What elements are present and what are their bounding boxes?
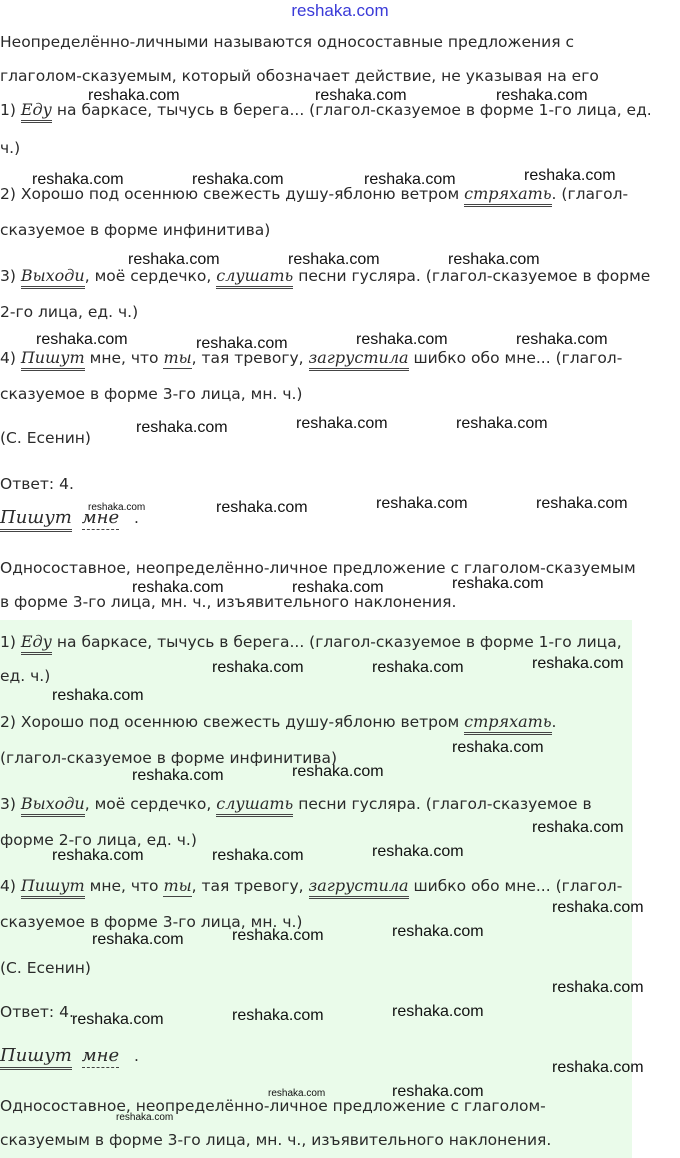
diagram-object: мне <box>81 507 120 528</box>
diagram-object: мне <box>81 1045 120 1066</box>
predicate-word: Еду <box>21 100 52 123</box>
g-sentence-diagram <box>0 1046 139 1066</box>
watermark-small: reshaka.com <box>268 1088 326 1099</box>
watermark: reshaka.com <box>136 419 228 436</box>
answer: Ответ: 4. <box>0 475 74 493</box>
g-sentence-2-cont: (глагол-сказуемое в форме инфинитива) <box>0 749 338 767</box>
watermark: reshaka.com <box>372 843 464 860</box>
watermark: reshaka.com <box>52 687 144 704</box>
sentence-text: Хорошо под осеннюю свежесть душу-яблоню ветром <box>20 713 465 731</box>
sentence-number: 1) <box>0 101 21 119</box>
sentence-number: 3) <box>0 267 21 285</box>
g-sentence-2 <box>0 712 556 732</box>
g-conclusion-line-2: сказуемым в форме 3-го лица, мн. ч., изъявительного наклонения. <box>0 1131 552 1149</box>
watermark: reshaka.com <box>88 87 180 104</box>
watermark: reshaka.com <box>32 171 124 188</box>
watermark: reshaka.com <box>292 579 384 596</box>
predicate-word: слушать <box>216 266 293 289</box>
sentence-text: песни гусляра. (глагол-сказуемое в форме <box>293 267 651 285</box>
g-sentence-3-cont: форме 2-го лица, ед. ч.) <box>0 831 197 849</box>
watermark-small: reshaka.com <box>116 1112 174 1123</box>
sentence-3 <box>0 266 650 286</box>
predicate-word: загрустила <box>309 876 409 899</box>
sentence-1-cont: ч.) <box>0 139 21 157</box>
predicate-word: Пишут <box>21 348 85 371</box>
sentence-text: , тая тревогу, <box>191 877 309 895</box>
sentence-text: , тая тревогу, <box>191 349 309 367</box>
watermark: reshaka.com <box>315 87 407 104</box>
watermark: reshaka.com <box>532 655 624 672</box>
subject-word: ты <box>163 876 192 895</box>
watermark: reshaka.com <box>192 171 284 188</box>
watermark: reshaka.com <box>132 579 224 596</box>
sentence-number: 2) <box>0 713 21 731</box>
g-sentence-4-cont: сказуемое в форме 3-го лица, мн. ч.) <box>0 913 303 931</box>
watermark: reshaka.com <box>392 923 484 940</box>
watermark-small: reshaka.com <box>88 502 146 513</box>
site-title[interactable]: reshaka.com <box>291 1 389 20</box>
watermark: reshaka.com <box>232 1007 324 1024</box>
g-sentence-1 <box>0 632 622 652</box>
watermark: reshaka.com <box>524 167 616 184</box>
predicate-word: Выходи <box>21 266 85 289</box>
watermark: reshaka.com <box>376 495 468 512</box>
watermark: reshaka.com <box>392 1003 484 1020</box>
watermark: reshaka.com <box>132 767 224 784</box>
diagram-end: . <box>133 509 139 527</box>
watermark: reshaka.com <box>92 931 184 948</box>
watermark: reshaka.com <box>36 331 128 348</box>
sentence-text: , моё сердечко, <box>84 267 217 285</box>
predicate-word: стряхать <box>464 184 551 207</box>
predicate-word: Пишут <box>21 876 85 899</box>
watermark: reshaka.com <box>516 331 608 348</box>
watermark: reshaka.com <box>72 1011 164 1028</box>
sentence-2-cont: сказуемое в форме инфинитива) <box>0 221 271 239</box>
watermark: reshaka.com <box>372 659 464 676</box>
diagram-predicate: Пишут <box>0 1045 72 1070</box>
g-conclusion-line-1: Односоставное, неопределённо-личное предложение с глаголом- <box>0 1097 546 1115</box>
watermark: reshaka.com <box>292 763 384 780</box>
watermark: reshaka.com <box>392 1083 484 1100</box>
sentence-text: мне, что <box>84 877 164 895</box>
watermark: reshaka.com <box>448 251 540 268</box>
g-sentence-1-cont: ед. ч.) <box>0 667 51 685</box>
g-sentence-3 <box>0 794 592 814</box>
watermark: reshaka.com <box>296 415 388 432</box>
watermark: reshaka.com <box>128 251 220 268</box>
watermark: reshaka.com <box>456 415 548 432</box>
watermark: reshaka.com <box>52 847 144 864</box>
watermark: reshaka.com <box>364 171 456 188</box>
sentence-number: 2) <box>0 185 21 203</box>
sentence-3-cont: 2-го лица, ед. ч.) <box>0 303 139 321</box>
sentence-text: . <box>551 713 557 731</box>
conclusion-line-1: Односоставное, неопределённо-личное предложение с глаголом-сказуемым <box>0 559 636 577</box>
watermark: reshaka.com <box>536 495 628 512</box>
watermark: reshaka.com <box>532 819 624 836</box>
sentence-4-cont: сказуемое в форме 3-го лица, мн. ч.) <box>0 385 303 403</box>
diagram-end: . <box>133 1047 139 1065</box>
watermark: reshaka.com <box>232 927 324 944</box>
intro-line-1: Неопределённо-личными называются односоставные предложения с <box>0 33 574 51</box>
diagram-predicate: Пишут <box>0 507 72 532</box>
watermark: reshaka.com <box>212 847 304 864</box>
predicate-word: Выходи <box>21 794 85 817</box>
intro-line-2: глаголом-сказуемым, который обозначает действие, не указывая на его <box>0 67 599 85</box>
sentence-text: песни гусляра. (глагол-сказуемое в <box>293 795 592 813</box>
watermark: reshaka.com <box>452 575 544 592</box>
watermark: reshaka.com <box>356 331 448 348</box>
watermark: reshaka.com <box>552 979 644 996</box>
sentence-text: . (глагол- <box>551 185 629 203</box>
predicate-word: стряхать <box>464 712 551 735</box>
watermark: reshaka.com <box>212 659 304 676</box>
watermark: reshaka.com <box>216 499 308 516</box>
sentence-number: 4) <box>0 349 21 367</box>
g-answer: Ответ: 4. <box>0 1003 74 1021</box>
sentence-number: 1) <box>0 633 21 651</box>
watermark: reshaka.com <box>552 1059 644 1076</box>
sentence-number: 4) <box>0 877 21 895</box>
sentence-4 <box>0 348 622 368</box>
sentence-number: 3) <box>0 795 21 813</box>
g-author: (С. Есенин) <box>0 959 91 977</box>
predicate-word: загрустила <box>309 348 409 371</box>
author: (С. Есенин) <box>0 429 91 447</box>
sentence-text: Хорошо под осеннюю свежесть душу-яблоню ветром <box>20 185 465 203</box>
sentence-text: шибко обо мне... (глагол- <box>408 877 623 895</box>
sentence-text: , моё сердечко, <box>84 795 217 813</box>
watermark: reshaka.com <box>288 251 380 268</box>
sentence-text: на баркасе, тычусь в берега... (глагол-сказуемое в форме 1-го лица, ед. <box>51 101 652 119</box>
sentence-text: мне, что <box>84 349 164 367</box>
predicate-word: слушать <box>216 794 293 817</box>
watermark: reshaka.com <box>552 899 644 916</box>
sentence-text: шибко обо мне... (глагол- <box>408 349 623 367</box>
predicate-word: Еду <box>21 632 52 655</box>
conclusion-line-2: в форме 3-го лица, мн. ч., изъявительного наклонения. <box>0 593 457 611</box>
watermark: reshaka.com <box>496 87 588 104</box>
g-sentence-4 <box>0 876 622 896</box>
watermark: reshaka.com <box>196 335 288 352</box>
sentence-text: на баркасе, тычусь в берега... (глагол-сказуемое в форме 1-го лица, <box>51 633 622 651</box>
subject-word: ты <box>163 348 192 367</box>
watermark: reshaka.com <box>452 739 544 756</box>
